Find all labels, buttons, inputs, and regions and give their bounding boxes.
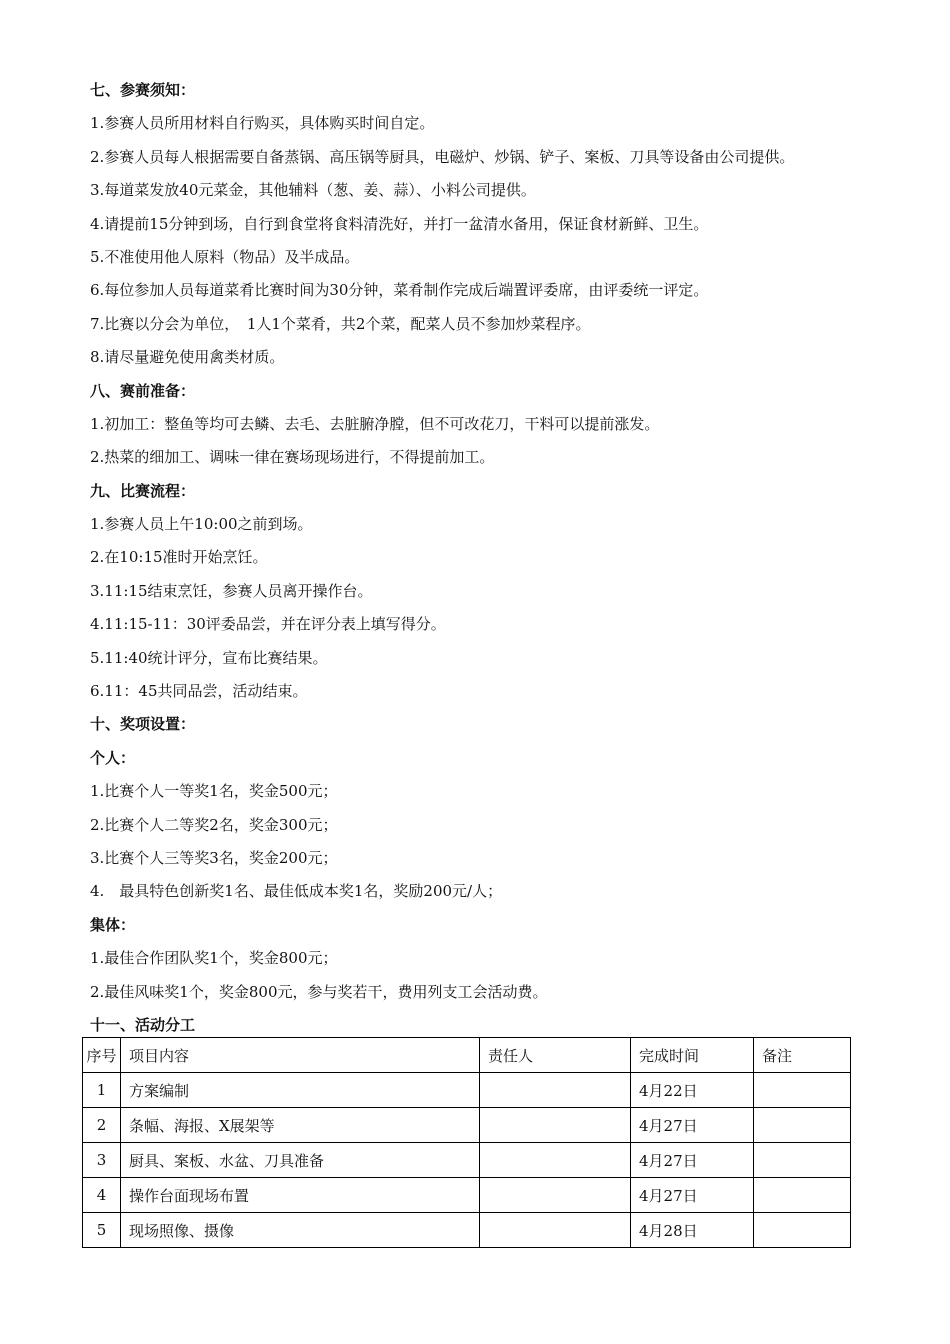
section-heading: 个人： [90,748,136,767]
list-item: 1.初加工：整鱼等均可去鳞、去毛、去脏腑净膛，但不可改花刀，干料可以提前涨发。 [90,414,660,433]
cell-date: 4月27日 [631,1108,754,1143]
cell-owner [480,1108,631,1143]
cell-no: 3 [83,1143,121,1178]
cell-item: 现场照像、摄像 [121,1213,480,1248]
table-header-row [83,1038,851,1073]
header-owner: 责任人 [480,1038,631,1073]
cell-item: 条幅、海报、X展架等 [121,1108,480,1143]
header-date: 完成时间 [631,1038,754,1073]
section-heading: 八、赛前准备： [90,381,196,400]
table-row [83,1178,851,1213]
list-item: 2.比赛个人二等奖2名，奖金300元； [90,815,338,834]
section-heading: 十一、活动分工 [90,1015,196,1034]
section-heading: 十、奖项设置： [90,715,196,734]
list-item: 1.参赛人员所用材料自行购买，具体购买时间自定。 [90,114,435,133]
header-no: 序号 [83,1038,121,1073]
list-item: 6.11：45共同品尝，活动结束。 [90,682,308,701]
list-item: 4. 最具特色创新奖1名、最佳低成本奖1名，奖励200元/人； [90,882,503,901]
table-row [83,1073,851,1108]
cell-owner [480,1213,631,1248]
cell-owner [480,1073,631,1108]
section-heading: 集体： [90,915,136,934]
cell-item: 操作台面现场布置 [121,1178,480,1213]
list-item: 4.11:15-11：30评委品尝，并在评分表上填写得分。 [90,615,446,634]
cell-date: 4月27日 [631,1178,754,1213]
list-item: 3.比赛个人三等奖3名，奖金200元； [90,848,338,867]
section-heading: 七、参赛须知： [90,81,196,99]
list-item: 5.不准使用他人原料（物品）及半成品。 [90,247,360,266]
cell-note [754,1213,851,1248]
task-assignment-table [82,1037,851,1248]
cell-date: 4月27日 [631,1143,754,1178]
list-item: 1.参赛人员上午10:00之前到场。 [90,515,313,534]
header-note: 备注 [754,1038,851,1073]
list-item: 7.比赛以分会为单位， 1人1个菜肴，共2个菜，配菜人员不参加炒菜程序。 [90,314,591,333]
cell-note [754,1143,851,1178]
cell-no: 5 [83,1213,121,1248]
table-row [83,1213,851,1248]
cell-note [754,1108,851,1143]
cell-no: 4 [83,1178,121,1213]
section-heading: 九、比赛流程： [90,481,196,500]
header-item: 项目内容 [121,1038,480,1073]
cell-note [754,1178,851,1213]
cell-no: 2 [83,1108,121,1143]
list-item: 5.11:40统计评分，宣布比赛结果。 [90,648,328,667]
list-item: 3.每道菜发放40元菜金，其他辅料（葱、姜、蒜）、小料公司提供。 [90,181,536,200]
list-item: 2.最佳风味奖1个，奖金800元，参与奖若干，费用列支工会活动费。 [90,982,548,1001]
list-item: 2.在10:15准时开始烹饪。 [90,548,268,567]
table-row [83,1143,851,1178]
cell-owner [480,1143,631,1178]
cell-item: 厨具、案板、水盆、刀具准备 [121,1143,480,1178]
document-body [90,74,880,1042]
list-item: 8.请尽量避免使用禽类材质。 [90,348,285,367]
cell-item: 方案编制 [121,1073,480,1108]
cell-note [754,1073,851,1108]
cell-no: 1 [83,1073,121,1108]
cell-date: 4月22日 [631,1073,754,1108]
list-item: 6.每位参加人员每道菜肴比赛时间为30分钟，菜肴制作完成后端置评委席，由评委统一评定。 [90,281,709,300]
list-item: 1.最佳合作团队奖1个，奖金800元； [90,949,338,968]
list-item: 1.比赛个人一等奖1名，奖金500元； [90,782,338,801]
list-item: 2.参赛人员每人根据需要自备蒸锅、高压锅等厨具，电磁炉、炒锅、铲子、案板、刀具等设备由公司提供。 [90,147,795,166]
list-item: 4.请提前15分钟到场，自行到食堂将食料清洗好，并打一盆清水备用，保证食材新鲜、卫生。 [90,214,709,233]
list-item: 2.热菜的细加工、调味一律在赛场现场进行，不得提前加工。 [90,448,495,467]
cell-owner [480,1178,631,1213]
list-item: 3.11:15结束烹饪，参赛人员离开操作台。 [90,581,373,600]
table-row [83,1108,851,1143]
cell-date: 4月28日 [631,1213,754,1248]
